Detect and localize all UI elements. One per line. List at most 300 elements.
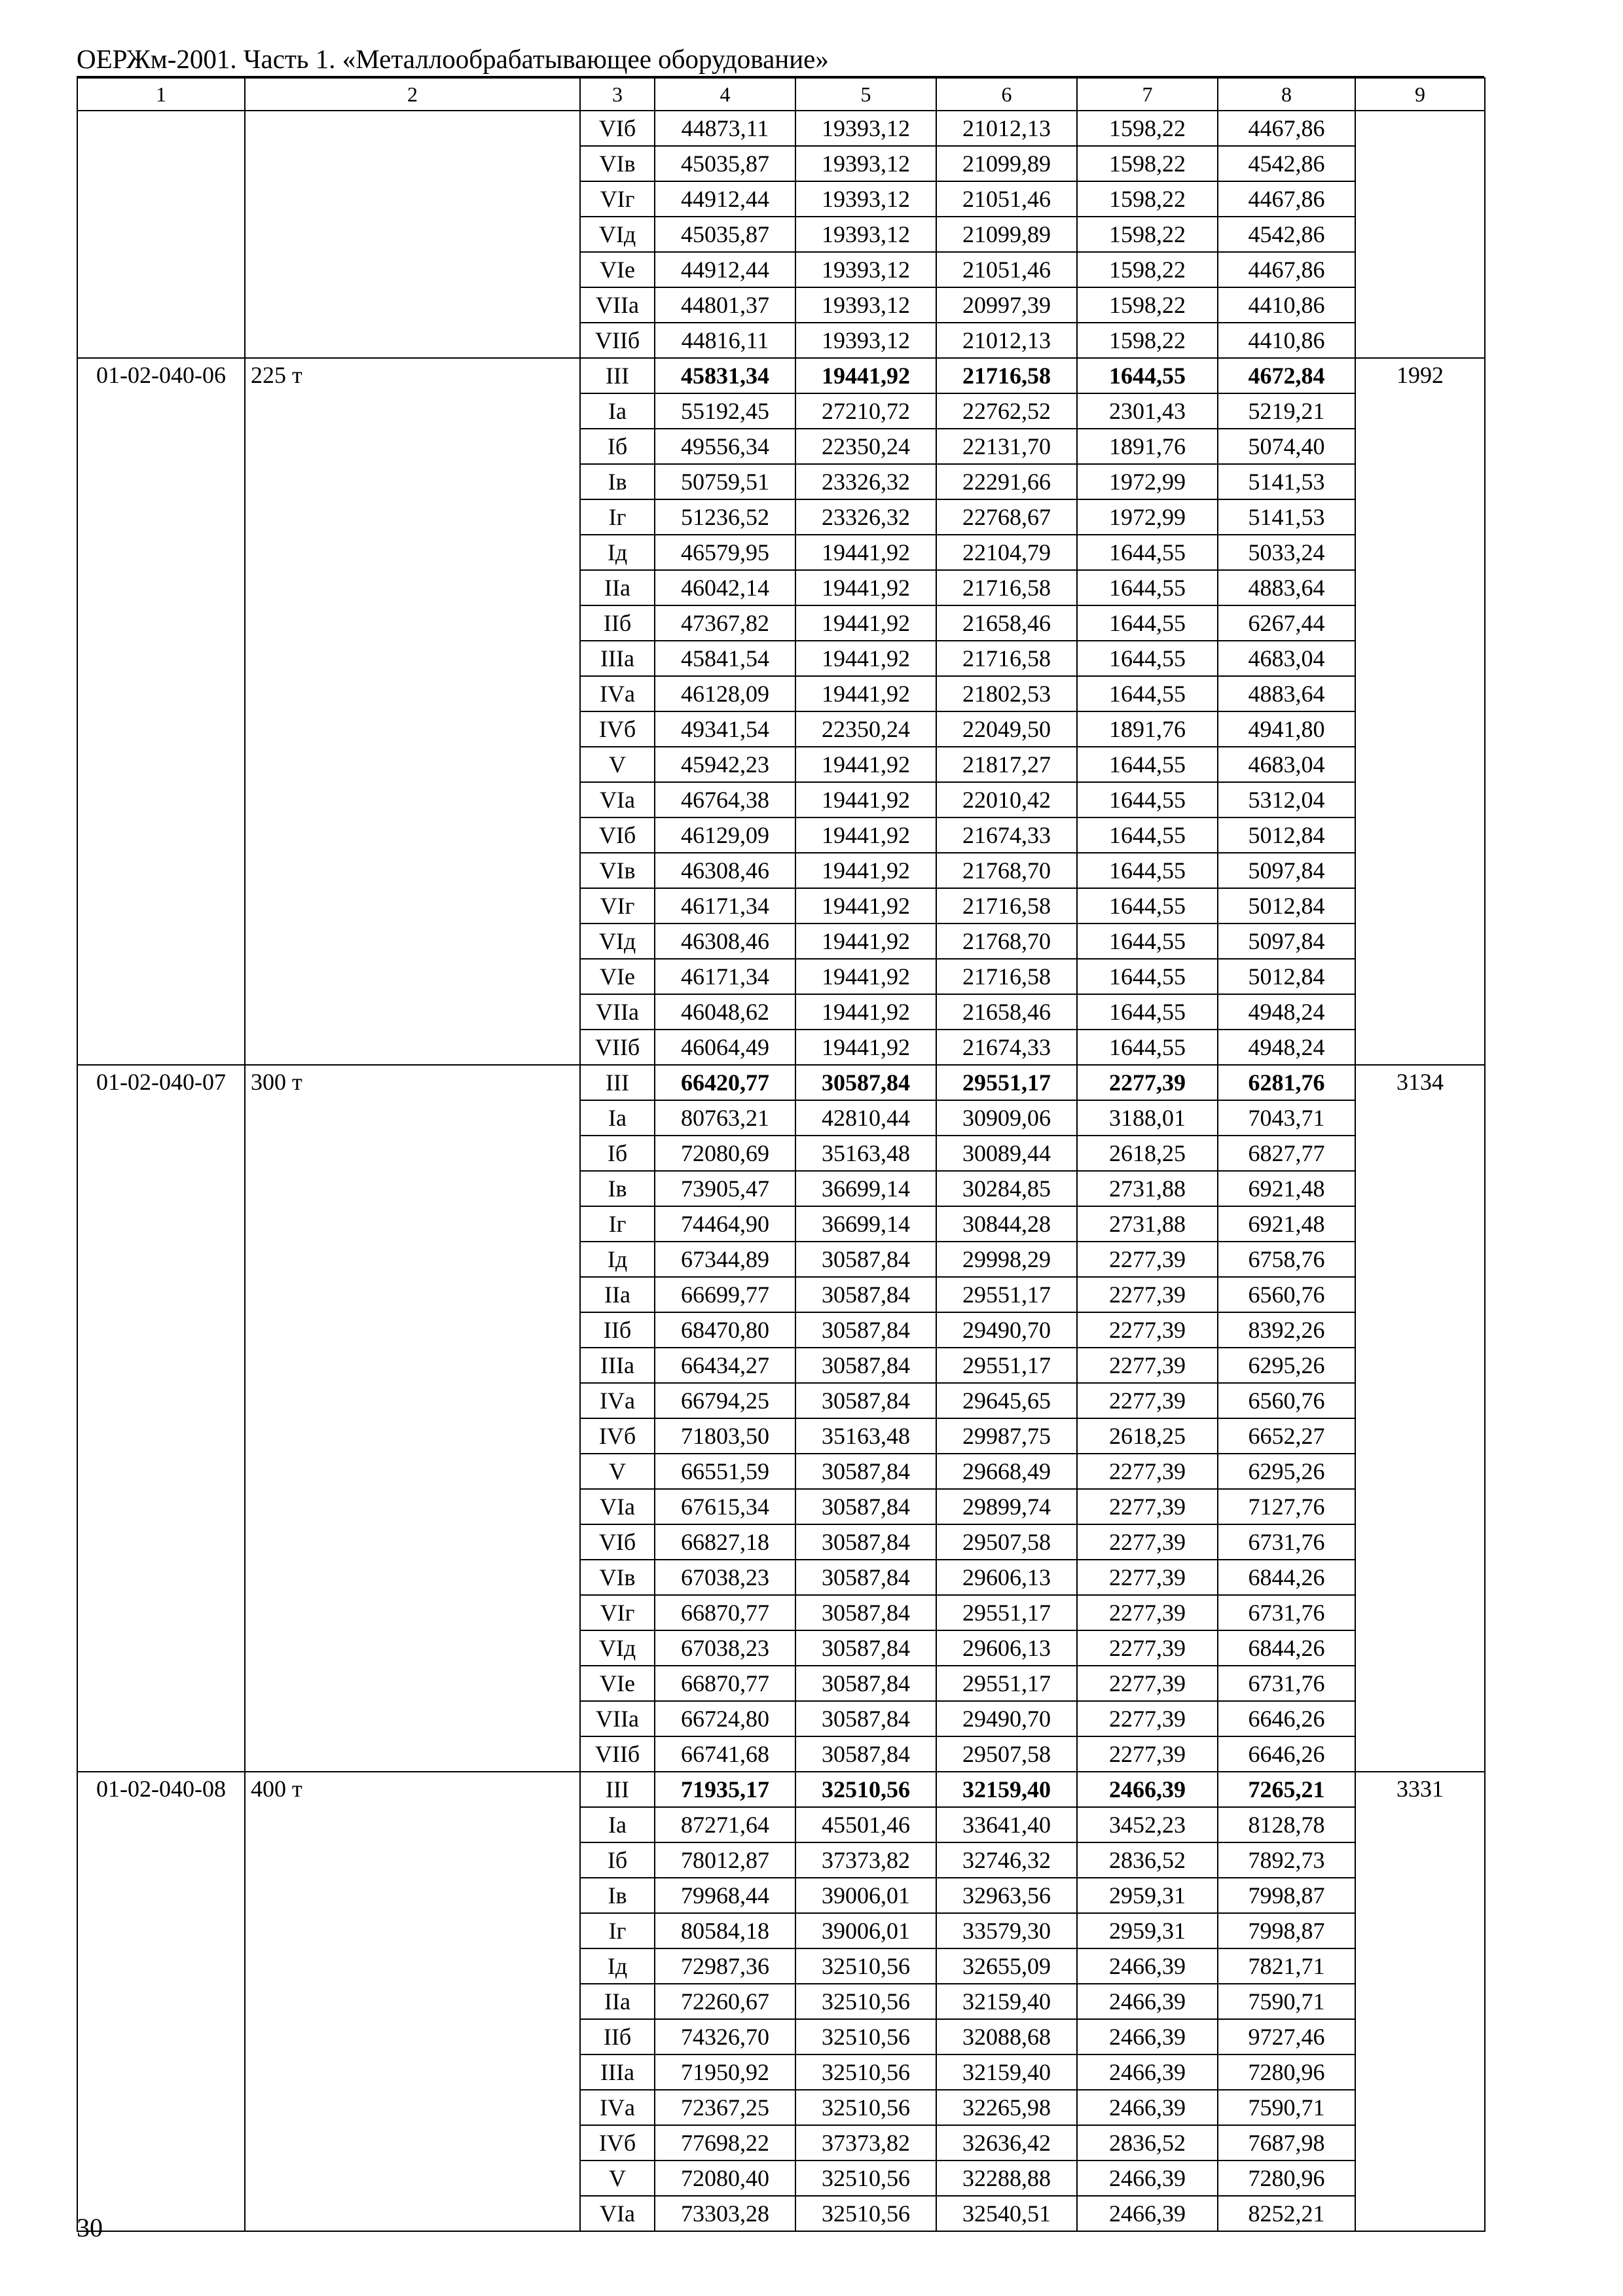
value-cell: 4683,04 [1218,747,1355,782]
value-cell: 29551,17 [936,1666,1077,1701]
column-number: 6 [936,78,1077,111]
value-cell: 29606,13 [936,1560,1077,1595]
class-cell: III [580,358,655,393]
column-number: 2 [245,78,580,111]
value-cell: 2277,39 [1077,1383,1218,1418]
value-cell: 21768,70 [936,853,1077,888]
class-cell: III [580,1065,655,1100]
rate-code-cell: 01-02-040-06 [77,358,245,1065]
value-cell: 2277,39 [1077,1595,1218,1630]
value-cell: 21802,53 [936,676,1077,711]
value-cell: 6844,26 [1218,1630,1355,1666]
value-cell: 30587,84 [795,1666,936,1701]
value-cell: 29551,17 [936,1595,1077,1630]
value-cell: 4883,64 [1218,570,1355,605]
value-cell: 5097,84 [1218,924,1355,959]
value-cell: 29998,29 [936,1242,1077,1277]
value-cell: 45501,46 [795,1807,936,1842]
value-cell: 21658,46 [936,605,1077,641]
value-cell: 66724,80 [655,1701,795,1736]
value-cell: 80584,18 [655,1913,795,1948]
value-cell: 21716,58 [936,959,1077,994]
value-cell: 5141,53 [1218,499,1355,535]
column-number: 5 [795,78,936,111]
col9-cell: 1992 [1355,358,1485,1065]
value-cell: 30587,84 [795,1595,936,1630]
value-cell: 4467,86 [1218,111,1355,146]
value-cell: 1644,55 [1077,535,1218,570]
value-cell: 77698,22 [655,2125,795,2161]
value-cell: 30587,84 [795,1065,936,1100]
rate-code-cell: 01-02-040-07 [77,1065,245,1772]
value-cell: 32963,56 [936,1878,1077,1913]
value-cell: 46042,14 [655,570,795,605]
value-cell: 21674,33 [936,1030,1077,1065]
value-cell: 2466,39 [1077,1948,1218,1984]
value-cell: 22131,70 [936,429,1077,464]
value-cell: 1644,55 [1077,358,1218,393]
value-cell: 72080,69 [655,1136,795,1171]
value-cell: 5074,40 [1218,429,1355,464]
column-number: 9 [1355,78,1485,111]
value-cell: 7280,96 [1218,2054,1355,2090]
value-cell: 4941,80 [1218,711,1355,747]
value-cell: 32510,56 [795,1948,936,1984]
value-cell: 4467,86 [1218,181,1355,217]
value-cell: 19441,92 [795,570,936,605]
value-cell: 6758,76 [1218,1242,1355,1277]
value-cell: 2277,39 [1077,1489,1218,1524]
value-cell: 2466,39 [1077,2161,1218,2196]
value-cell: 2466,39 [1077,1772,1218,1807]
equipment-name-cell: 225 т [245,358,580,1065]
value-cell: 22104,79 [936,535,1077,570]
value-cell: 46308,46 [655,924,795,959]
value-cell: 6827,77 [1218,1136,1355,1171]
value-cell: 2959,31 [1077,1878,1218,1913]
value-cell: 2277,39 [1077,1736,1218,1772]
table-body [77,78,1485,2231]
col9-cell [1355,111,1485,358]
value-cell: 32510,56 [795,2019,936,2054]
value-cell: 1644,55 [1077,747,1218,782]
value-cell: 32510,56 [795,2161,936,2196]
class-cell: VIб [580,111,655,146]
value-cell: 66870,77 [655,1666,795,1701]
value-cell: 21099,89 [936,146,1077,181]
value-cell: 46064,49 [655,1030,795,1065]
value-cell: 32510,56 [795,2054,936,2090]
value-cell: 66420,77 [655,1065,795,1100]
value-cell: 45831,34 [655,358,795,393]
value-cell: 32540,51 [936,2196,1077,2231]
value-cell: 47367,82 [655,605,795,641]
value-cell: 7892,73 [1218,1842,1355,1878]
value-cell: 22762,52 [936,393,1077,429]
class-cell: VIг [580,1595,655,1630]
value-cell: 39006,01 [795,1878,936,1913]
value-cell: 4672,84 [1218,358,1355,393]
value-cell: 33579,30 [936,1913,1077,1948]
value-cell: 30587,84 [795,1312,936,1348]
value-cell: 30587,84 [795,1277,936,1312]
rates-table [77,77,1486,2232]
class-cell: V [580,747,655,782]
value-cell: 8392,26 [1218,1312,1355,1348]
class-cell: V [580,1454,655,1489]
value-cell: 22291,66 [936,464,1077,499]
value-cell: 1644,55 [1077,641,1218,676]
value-cell: 21716,58 [936,641,1077,676]
value-cell: 42810,44 [795,1100,936,1136]
value-cell: 21099,89 [936,217,1077,252]
value-cell: 2618,25 [1077,1418,1218,1454]
value-cell: 73905,47 [655,1171,795,1206]
class-cell: IVб [580,1418,655,1454]
class-cell: VIб [580,817,655,853]
value-cell: 29551,17 [936,1348,1077,1383]
value-cell: 19441,92 [795,782,936,817]
value-cell: 1644,55 [1077,853,1218,888]
value-cell: 21817,27 [936,747,1077,782]
value-cell: 6731,76 [1218,1524,1355,1560]
value-cell: 19393,12 [795,287,936,323]
value-cell: 1972,99 [1077,464,1218,499]
value-cell: 44912,44 [655,252,795,287]
value-cell: 32655,09 [936,1948,1077,1984]
class-cell: VIа [580,782,655,817]
value-cell: 19393,12 [795,323,936,358]
value-cell: 5012,84 [1218,817,1355,853]
class-cell: Iг [580,1206,655,1242]
value-cell: 49341,54 [655,711,795,747]
class-cell: VIв [580,853,655,888]
value-cell: 1644,55 [1077,676,1218,711]
value-cell: 29490,70 [936,1701,1077,1736]
table-row [77,1065,1485,1100]
value-cell: 5141,53 [1218,464,1355,499]
table-row [77,1772,1485,1807]
value-cell: 46308,46 [655,853,795,888]
value-cell: 35163,48 [795,1136,936,1171]
value-cell: 4542,86 [1218,217,1355,252]
value-cell: 2618,25 [1077,1136,1218,1171]
class-cell: IIа [580,1277,655,1312]
value-cell: 23326,32 [795,464,936,499]
column-number-row [77,78,1485,111]
value-cell: 30284,85 [936,1171,1077,1206]
value-cell: 37373,82 [795,1842,936,1878]
class-cell: Iв [580,1878,655,1913]
value-cell: 1644,55 [1077,570,1218,605]
value-cell: 29507,58 [936,1736,1077,1772]
value-cell: 50759,51 [655,464,795,499]
value-cell: 67344,89 [655,1242,795,1277]
value-cell: 4948,24 [1218,1030,1355,1065]
value-cell: 2836,52 [1077,1842,1218,1878]
value-cell: 19393,12 [795,217,936,252]
value-cell: 66870,77 [655,1595,795,1630]
class-cell: IVа [580,2090,655,2125]
value-cell: 6646,26 [1218,1736,1355,1772]
value-cell: 19441,92 [795,1030,936,1065]
value-cell: 30909,06 [936,1100,1077,1136]
class-cell: VIе [580,1666,655,1701]
class-cell: VIе [580,252,655,287]
class-cell: Iб [580,1136,655,1171]
value-cell: 1598,22 [1077,217,1218,252]
value-cell: 80763,21 [655,1100,795,1136]
value-cell: 6295,26 [1218,1348,1355,1383]
value-cell: 2466,39 [1077,2054,1218,2090]
value-cell: 2466,39 [1077,2019,1218,2054]
value-cell: 2277,39 [1077,1312,1218,1348]
value-cell: 6646,26 [1218,1701,1355,1736]
value-cell: 32159,40 [936,1984,1077,2019]
column-number: 3 [580,78,655,111]
value-cell: 7280,96 [1218,2161,1355,2196]
value-cell: 74464,90 [655,1206,795,1242]
value-cell: 78012,87 [655,1842,795,1878]
value-cell: 2731,88 [1077,1206,1218,1242]
value-cell: 66741,68 [655,1736,795,1772]
value-cell: 4948,24 [1218,994,1355,1030]
value-cell: 19441,92 [795,605,936,641]
value-cell: 1972,99 [1077,499,1218,535]
rate-code-cell: 01-02-040-08 [77,1772,245,2231]
value-cell: 2277,39 [1077,1242,1218,1277]
class-cell: VIг [580,181,655,217]
class-cell: VIв [580,146,655,181]
value-cell: 30587,84 [795,1454,936,1489]
value-cell: 27210,72 [795,393,936,429]
class-cell: IIб [580,2019,655,2054]
value-cell: 55192,45 [655,393,795,429]
col9-cell: 3134 [1355,1065,1485,1772]
class-cell: IIIа [580,641,655,676]
class-cell: IIIа [580,2054,655,2090]
class-cell: Iв [580,1171,655,1206]
value-cell: 21012,13 [936,111,1077,146]
value-cell: 2277,39 [1077,1666,1218,1701]
value-cell: 29551,17 [936,1277,1077,1312]
value-cell: 32265,98 [936,2090,1077,2125]
value-cell: 6560,76 [1218,1383,1355,1418]
value-cell: 87271,64 [655,1807,795,1842]
equipment-name-cell: 300 т [245,1065,580,1772]
class-cell: VIIб [580,1736,655,1772]
value-cell: 7998,87 [1218,1878,1355,1913]
rate-code-cell [77,111,245,358]
value-cell: 45035,87 [655,146,795,181]
value-cell: 32746,32 [936,1842,1077,1878]
class-cell: IVб [580,2125,655,2161]
value-cell: 6281,76 [1218,1065,1355,1100]
class-cell: VIд [580,1630,655,1666]
value-cell: 29490,70 [936,1312,1077,1348]
value-cell: 32636,42 [936,2125,1077,2161]
equipment-name-cell: 400 т [245,1772,580,2231]
value-cell: 68470,80 [655,1312,795,1348]
value-cell: 46129,09 [655,817,795,853]
value-cell: 30587,84 [795,1560,936,1595]
value-cell: 21658,46 [936,994,1077,1030]
value-cell: 46048,62 [655,994,795,1030]
value-cell: 30587,84 [795,1348,936,1383]
value-cell: 21051,46 [936,252,1077,287]
value-cell: 5033,24 [1218,535,1355,570]
value-cell: 4683,04 [1218,641,1355,676]
value-cell: 19441,92 [795,358,936,393]
value-cell: 71803,50 [655,1418,795,1454]
value-cell: 19441,92 [795,817,936,853]
value-cell: 6267,44 [1218,605,1355,641]
value-cell: 19441,92 [795,994,936,1030]
value-cell: 44912,44 [655,181,795,217]
value-cell: 29987,75 [936,1418,1077,1454]
value-cell: 2277,39 [1077,1560,1218,1595]
value-cell: 37373,82 [795,2125,936,2161]
class-cell: VIе [580,959,655,994]
value-cell: 19441,92 [795,747,936,782]
class-cell: Iа [580,1807,655,1842]
value-cell: 22350,24 [795,429,936,464]
value-cell: 71935,17 [655,1772,795,1807]
value-cell: 5312,04 [1218,782,1355,817]
value-cell: 19393,12 [795,252,936,287]
page-number: 30 [77,2213,103,2242]
column-number: 7 [1077,78,1218,111]
value-cell: 19441,92 [795,641,936,676]
equipment-name-cell [245,111,580,358]
value-cell: 4467,86 [1218,252,1355,287]
value-cell: 32510,56 [795,1984,936,2019]
class-cell: IVа [580,1383,655,1418]
value-cell: 4542,86 [1218,146,1355,181]
value-cell: 30587,84 [795,1524,936,1560]
class-cell: III [580,1772,655,1807]
value-cell: 5012,84 [1218,959,1355,994]
value-cell: 5012,84 [1218,888,1355,924]
class-cell: VIб [580,1524,655,1560]
value-cell: 66827,18 [655,1524,795,1560]
class-cell: Iд [580,1948,655,1984]
value-cell: 46171,34 [655,888,795,924]
value-cell: 2466,39 [1077,1984,1218,2019]
value-cell: 7127,76 [1218,1489,1355,1524]
class-cell: VIд [580,924,655,959]
value-cell: 33641,40 [936,1807,1077,1842]
value-cell: 1644,55 [1077,888,1218,924]
value-cell: 32510,56 [795,1772,936,1807]
value-cell: 20997,39 [936,287,1077,323]
value-cell: 66794,25 [655,1383,795,1418]
value-cell: 6295,26 [1218,1454,1355,1489]
value-cell: 44816,11 [655,323,795,358]
value-cell: 32288,88 [936,2161,1077,2196]
value-cell: 67615,34 [655,1489,795,1524]
class-cell: Iг [580,1913,655,1948]
value-cell: 7998,87 [1218,1913,1355,1948]
class-cell: VIа [580,1489,655,1524]
value-cell: 8128,78 [1218,1807,1355,1842]
value-cell: 6921,48 [1218,1206,1355,1242]
value-cell: 79968,44 [655,1878,795,1913]
class-cell: Iб [580,1842,655,1878]
value-cell: 2277,39 [1077,1454,1218,1489]
value-cell: 1598,22 [1077,252,1218,287]
value-cell: 66434,27 [655,1348,795,1383]
value-cell: 7265,21 [1218,1772,1355,1807]
value-cell: 46764,38 [655,782,795,817]
value-cell: 2277,39 [1077,1524,1218,1560]
value-cell: 7687,98 [1218,2125,1355,2161]
class-cell: VIIа [580,287,655,323]
value-cell: 30587,84 [795,1383,936,1418]
value-cell: 9727,46 [1218,2019,1355,2054]
value-cell: 19441,92 [795,535,936,570]
value-cell: 7043,71 [1218,1100,1355,1136]
value-cell: 1644,55 [1077,994,1218,1030]
value-cell: 6560,76 [1218,1277,1355,1312]
value-cell: 7821,71 [1218,1948,1355,1984]
value-cell: 51236,52 [655,499,795,535]
value-cell: 4410,86 [1218,323,1355,358]
class-cell: Iа [580,393,655,429]
value-cell: 21674,33 [936,817,1077,853]
value-cell: 1598,22 [1077,181,1218,217]
value-cell: 35163,48 [795,1418,936,1454]
value-cell: 30587,84 [795,1630,936,1666]
value-cell: 46171,34 [655,959,795,994]
value-cell: 29645,65 [936,1383,1077,1418]
value-cell: 1598,22 [1077,146,1218,181]
value-cell: 21716,58 [936,570,1077,605]
class-cell: V [580,2161,655,2196]
value-cell: 23326,32 [795,499,936,535]
value-cell: 72987,36 [655,1948,795,1984]
value-cell: 32159,40 [936,2054,1077,2090]
class-cell: VIIа [580,994,655,1030]
value-cell: 2277,39 [1077,1630,1218,1666]
class-cell: VIг [580,888,655,924]
table-row [77,358,1485,393]
value-cell: 21012,13 [936,323,1077,358]
value-cell: 21716,58 [936,358,1077,393]
col9-cell: 3331 [1355,1772,1485,2231]
value-cell: 2731,88 [1077,1171,1218,1206]
value-cell: 30089,44 [936,1136,1077,1171]
class-cell: IIб [580,1312,655,1348]
value-cell: 2277,39 [1077,1701,1218,1736]
value-cell: 72260,67 [655,1984,795,2019]
class-cell: VIIб [580,1030,655,1065]
value-cell: 44801,37 [655,287,795,323]
class-cell: Iд [580,535,655,570]
class-cell: IIа [580,570,655,605]
class-cell: VIд [580,217,655,252]
value-cell: 44873,11 [655,111,795,146]
value-cell: 22049,50 [936,711,1077,747]
value-cell: 2466,39 [1077,2090,1218,2125]
value-cell: 66699,77 [655,1277,795,1312]
column-number: 1 [77,78,245,111]
value-cell: 1644,55 [1077,924,1218,959]
value-cell: 8252,21 [1218,2196,1355,2231]
value-cell: 29507,58 [936,1524,1077,1560]
class-cell: VIIа [580,1701,655,1736]
value-cell: 6844,26 [1218,1560,1355,1595]
